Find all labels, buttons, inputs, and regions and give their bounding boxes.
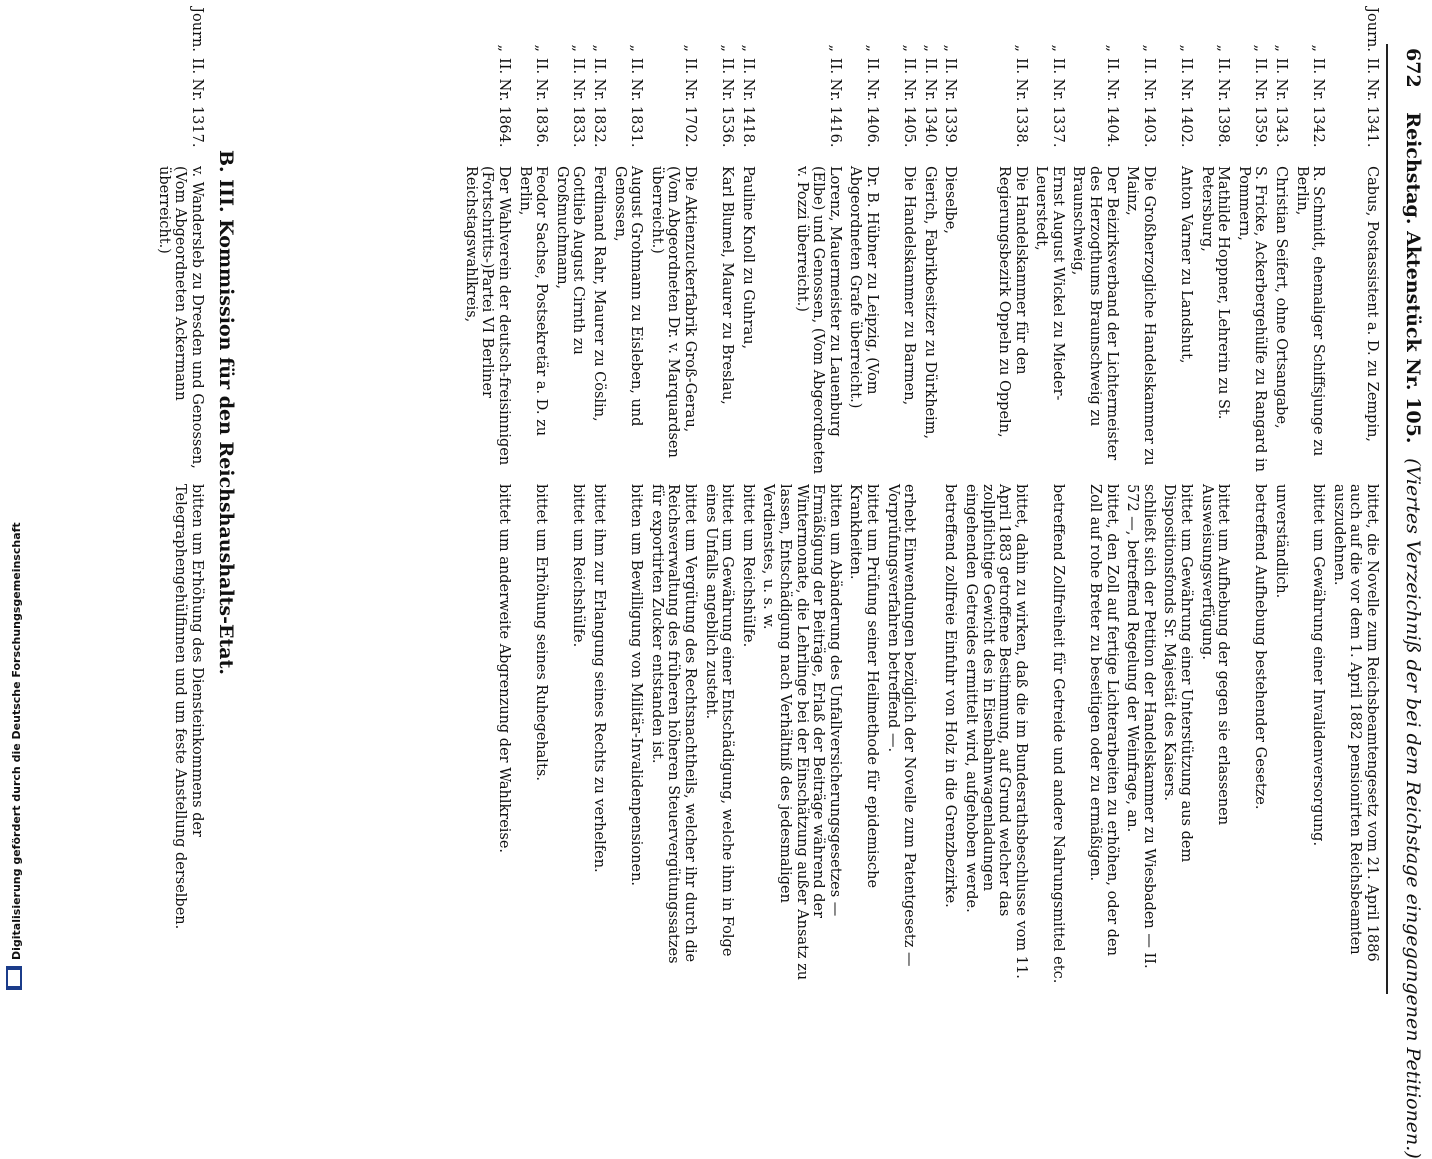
header-rule bbox=[1386, 44, 1388, 994]
petition-row bbox=[516, 0, 549, 1000]
petition-row bbox=[1033, 0, 1066, 1000]
petitioner: Mathilde Hoppner, Lehrerin zu St. Petersburg, bbox=[1198, 166, 1232, 420]
petition-subject: bittet um Gewährung einer Unterstützung aus dem Dispositionsfonds Sr. Majestät des Kaisers. bbox=[1161, 484, 1195, 863]
page-subtitle: (Viertes Verzeichniß der bei dem Reichstage eingegangenen Petitionen.) bbox=[1402, 458, 1424, 1159]
petition-row bbox=[739, 0, 756, 1000]
petition-row bbox=[942, 0, 959, 1000]
journal-number: II. Nr. 1536. bbox=[719, 58, 736, 148]
petition-subject: bittet um Vergütung des Rechtsnachtheils, welcher ihr durch die Reichsverwaltung des früheren höheren Steuervergütungssatzes für exportirten Zucker entstanden ist. bbox=[648, 484, 699, 964]
journal-number: II. Nr. 1359. bbox=[1252, 58, 1269, 148]
petitioner: R. Schmidt, ehemaliger Schiffsjunge zu Berlin, bbox=[1293, 166, 1327, 457]
petition-subject: schließt sich der Petition der Handelskammer zu Wiesbaden — II. 572 —, betreffend Regelung der Weinfrage, an. bbox=[1124, 484, 1157, 969]
petition-row bbox=[611, 0, 644, 1000]
journal-label: „ bbox=[863, 44, 880, 52]
petitioner: Lorenz, Mauermeister zu Lauenburg (Elbe) und Genossen, (Vom Abgeordneten v. Pozzi überreicht.) bbox=[793, 166, 843, 474]
journal-label: „ bbox=[628, 44, 645, 52]
petition-subject: bittet um Reichshülfe. bbox=[739, 484, 756, 648]
journal-label: „ bbox=[1178, 44, 1195, 52]
journal-number: II. Nr. 1317. bbox=[189, 58, 205, 148]
petitioner: S. Fricke, Ackerbergehülfe zu Rangard in Pommern, bbox=[1235, 166, 1269, 472]
petitioner: Pauline Knoll zu Guhrau, bbox=[739, 166, 756, 350]
petitioner: Die Handelskammer für den Regierungsbezirk Oppeln zu Oppeln, bbox=[996, 166, 1029, 438]
funding-stamp bbox=[4, 0, 22, 1000]
petition-subject: bittet um Prüfung seiner Heilmethode für epidemische Krankheiten. bbox=[847, 484, 880, 889]
dfg-logo-icon bbox=[6, 966, 22, 990]
petitioner: Dr. B. Hübner zu Leipzig, (Vom Abgeordneten Grafe überreicht.) bbox=[847, 166, 880, 409]
petition-row bbox=[1293, 0, 1326, 1000]
petition-subject: bittet um Gewährung einer Entschädigung, welche ihm in Folge eines Unfalls angeblich zusteht. bbox=[702, 484, 736, 957]
petitioner: Dieselbe, bbox=[942, 166, 959, 234]
journal-label: „ bbox=[570, 44, 587, 52]
journal-number: II. Nr. 1402. bbox=[1178, 58, 1195, 148]
journal-number: II. Nr. 1403. bbox=[1140, 58, 1157, 148]
petition-list bbox=[458, 0, 1380, 1000]
journal-number: II. Nr. 1339. bbox=[942, 58, 959, 148]
petition-row bbox=[1330, 0, 1380, 1000]
journal-label: Journ. bbox=[1364, 7, 1380, 52]
petition-row bbox=[702, 0, 735, 1000]
journal-label: „ bbox=[496, 44, 513, 52]
journal-number: II. Nr. 1340. bbox=[921, 58, 938, 148]
petition-row bbox=[1272, 0, 1289, 1000]
petition-subject: bittet, dahin zu wirken, daß die im Bundesrathsbeschlusse vom 11. April 1883 getroffene Bestimmung, auf Grund welcher das zollpflichtige Gewicht des in Eisenbahnwagenladungen eingehenden Getreides ermittelt wird, aufgehoben werde. bbox=[962, 484, 1029, 979]
petitioner: August Grohmann zu Eisleben, und Genossen, bbox=[611, 166, 645, 427]
journal-label: „ bbox=[1049, 44, 1066, 52]
journal-number: II. Nr. 1418. bbox=[739, 58, 756, 148]
funding-note: Digitalisierung gefördert durch die Deutsche Forschungsgemeinschaft bbox=[10, 522, 23, 960]
petitioner: Gierich, Fabrikbesitzer zu Dürkheim, bbox=[921, 166, 938, 440]
petition-row bbox=[884, 0, 917, 1000]
section-row bbox=[155, 0, 205, 1000]
petitioner: Anton Varner zu Landshut, bbox=[1178, 166, 1195, 364]
petition-row bbox=[962, 0, 1028, 1000]
petitioner: Ernst August Wickel zu Mieder-Leuerstedt, bbox=[1033, 166, 1066, 401]
petition-row bbox=[590, 0, 607, 1000]
petition-subject: bittet, die Novelle zum Reichsbeamtengesetz vom 21. April 1886 auch auf die vor dem 1. April 1882 pensionirten Reichsbeamten auszudehnen. bbox=[1330, 484, 1380, 962]
page-title: Reichstag. Aktenstück Nr. 105. bbox=[1402, 112, 1424, 444]
petition-row bbox=[847, 0, 880, 1000]
petition-row bbox=[1161, 0, 1194, 1000]
journal-number: II. Nr. 1341. bbox=[1364, 58, 1380, 148]
journal-number: II. Nr. 1343. bbox=[1273, 58, 1290, 148]
petitioner: v. Wandersleb zu Dresden und Genossen, (Vom Abgeordneten Ackermann überreicht.) bbox=[155, 166, 205, 469]
petitioner: Gottlieb August Cirnth zu Großmuchmann, bbox=[553, 166, 587, 355]
journal-label: „ bbox=[591, 44, 608, 52]
petition-subject: bitten um Bewilligung von Militär-Invalidenpensionen. bbox=[628, 484, 645, 887]
journal-label: „ bbox=[682, 44, 699, 52]
journal-label: „ bbox=[901, 44, 918, 52]
journal-label: „ bbox=[739, 44, 756, 52]
petitioner: Der Beizirksverband der Lichtermeister des Herzogthums Braunschweig zu Braunschweig, bbox=[1070, 166, 1120, 461]
journal-number: II. Nr. 1864. bbox=[496, 58, 513, 148]
petition-subject: bitten um Erhöhung des Diensteinkommens der Telegraphengehülfinnen und um feste Anstellung derselben. bbox=[172, 484, 205, 930]
petition-subject: erhebt Einwendungen bezüglich der Novelle zum Patentgesetz — Vorprüfungsverfahren betreffend —. bbox=[884, 484, 918, 967]
journal-label: „ bbox=[1215, 44, 1232, 52]
journal-number: II. Nr. 1832. bbox=[591, 58, 608, 148]
petition-subject: bittet um anderweite Abgrenzung der Wahlkreise. bbox=[496, 484, 513, 854]
journal-number: II. Nr. 1831. bbox=[628, 58, 645, 148]
petition-row bbox=[553, 0, 586, 1000]
petition-row bbox=[1124, 0, 1157, 1000]
petition-subject: bittet um Aufhebung der gegen sie erlassenen Ausweisungsverfügung. bbox=[1198, 484, 1232, 826]
petitioner: Ferdinand Rahr, Maurer zu Cöslin, bbox=[591, 166, 608, 422]
petition-subject: bitten um Abänderung des Unfallversicherungsgesetzes — Ermäßigung der Beiträge, Erlaß der Beiträge während der Wintermonate, die Lehrlinge bei der Einschätzung außer Ansatz zu lassen, Entschädigung nach Verhältniß des jedesmaligen Verdienstes, u. s. w. bbox=[760, 484, 843, 981]
journal-number: II. Nr. 1405. bbox=[901, 58, 918, 148]
journal-label: „ bbox=[1012, 44, 1029, 52]
journal-number: II. Nr. 1702. bbox=[682, 58, 699, 148]
petition-subject: bittet um Erhöhung seines Ruhegehalts. bbox=[533, 484, 550, 781]
petitioner: Cabus, Postassistent a. D. zu Zempin, bbox=[1364, 166, 1380, 443]
petition-row bbox=[1235, 0, 1268, 1000]
journal-label: „ bbox=[1252, 44, 1269, 52]
journal-label: „ bbox=[719, 44, 736, 52]
petition-subject: unverständlich. bbox=[1273, 484, 1290, 599]
journal-number: II. Nr. 1416. bbox=[826, 58, 843, 148]
journal-label: Journ. bbox=[189, 7, 205, 52]
petition-row bbox=[760, 0, 843, 1000]
petitioner: Karl Blumel, Maurer zu Breslau, bbox=[719, 166, 736, 405]
petition-row bbox=[1198, 0, 1231, 1000]
petition-subject: betreffend Zollfreiheit für Getreide und andere Nahrungsmittel etc. bbox=[1049, 484, 1066, 984]
petitioner: Der Wahlverein der deutsch-freisinnigen (Fortschritts-)Partei VI Berliner Reichstagswahlkreis, bbox=[462, 166, 513, 466]
petitioner: Die Handelskammer zu Barmen, bbox=[901, 166, 918, 406]
petition-subject: betreffend zollfreie Einfuhr von Holz in die Grenzbezirke. bbox=[942, 484, 959, 908]
journal-label: „ bbox=[1140, 44, 1157, 52]
petitioner: Feodor Sachse, Postsekretär a. D. zu Berlin, bbox=[516, 166, 550, 437]
journal-label: „ bbox=[533, 44, 550, 52]
journal-label: „ bbox=[826, 44, 843, 52]
journal-label: „ bbox=[942, 44, 959, 52]
petition-subject bbox=[921, 484, 938, 984]
petition-row bbox=[1070, 0, 1120, 1000]
page-header bbox=[1402, 48, 1424, 1159]
petition-subject: bittet um Gewährung einer Invalidenversorgung. bbox=[1310, 484, 1327, 847]
journal-number: II. Nr. 1337. bbox=[1049, 58, 1066, 148]
journal-label: „ bbox=[1273, 44, 1290, 52]
petition-row bbox=[462, 0, 512, 1000]
page-number: 672 bbox=[1402, 48, 1424, 88]
journal-label: „ bbox=[1310, 44, 1327, 52]
petition-row bbox=[648, 0, 698, 1000]
section-title: B. III. Kommission für den Reichshaushalts-Etat. bbox=[215, 150, 237, 675]
journal-number: II. Nr. 1398. bbox=[1215, 58, 1232, 148]
journal-number: II. Nr. 1338. bbox=[1012, 58, 1029, 148]
petition-subject: bittet um Reichshülfe. bbox=[570, 484, 587, 648]
journal-number: II. Nr. 1342. bbox=[1310, 58, 1327, 148]
petitioner: Christian Seifert, ohne Ortsangabe, bbox=[1273, 166, 1290, 429]
journal-number: II. Nr. 1406. bbox=[863, 58, 880, 148]
petition-row bbox=[921, 0, 938, 1000]
petition-subject: betreffend Aufhebung bestehender Gesetze. bbox=[1252, 484, 1269, 810]
journal-label: „ bbox=[921, 44, 938, 52]
journal-number: II. Nr. 1404. bbox=[1103, 58, 1120, 148]
petitioner: Die Großherzogliche Handelskammer zu Mainz, bbox=[1124, 166, 1157, 466]
petition-subject: bittet, den Zoll auf fertige Lichterarbeiten zu erhöhen, oder den Zoll auf rohe Breter zu beseitigen oder zu ermäßigen. bbox=[1087, 484, 1120, 956]
petitioner: Die Aktienzuckerfabrik Groß-Gerau, (Vom Abgeordneten Dr. v. Marquardsen überreicht.) bbox=[648, 166, 699, 458]
journal-number: II. Nr. 1833. bbox=[570, 58, 587, 148]
journal-number: II. Nr. 1836. bbox=[533, 58, 550, 148]
journal-label: „ bbox=[1103, 44, 1120, 52]
petition-subject: bittet ihm zur Erlangung seines Rechts zu verhelfen. bbox=[591, 484, 608, 873]
